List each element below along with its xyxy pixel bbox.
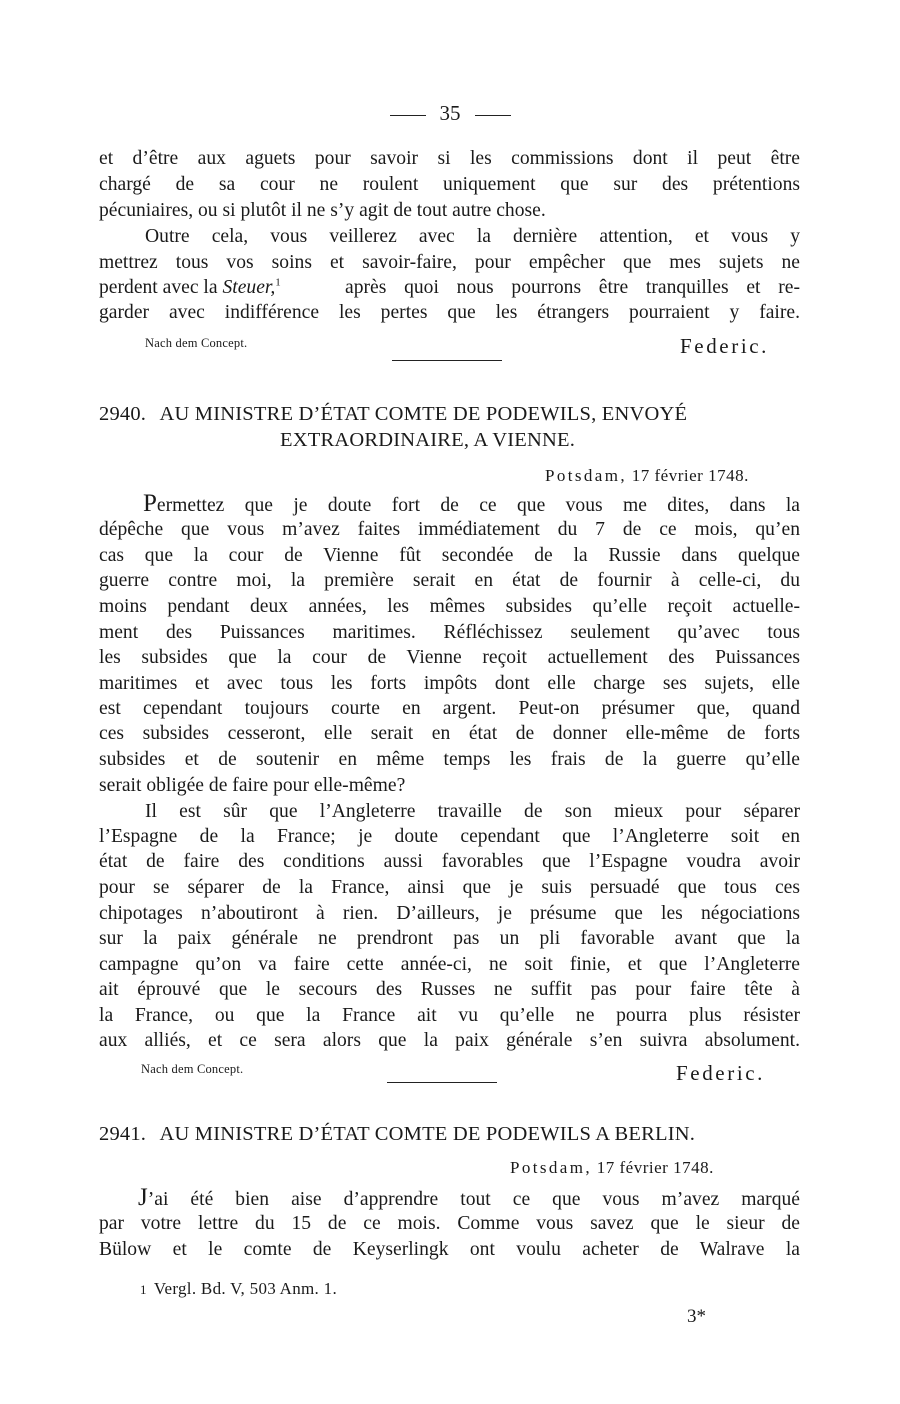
place: Potsdam,: [545, 466, 628, 485]
date: 17 février 1748.: [596, 1158, 714, 1177]
header-rule-right: [475, 115, 511, 116]
drop-cap: J: [138, 1184, 148, 1211]
source-note: Nach dem Concept.: [141, 1062, 244, 1076]
italic-term: Steuer,: [222, 277, 276, 298]
signature: Federic.: [676, 1061, 766, 1085]
source-note: Nach dem Concept.: [145, 336, 248, 350]
text-line: pour se séparer de la France, ainsi que je suis persuadé que tous ces: [99, 877, 800, 898]
text-line: garder avec indifférence les pertes que les étrangers pourraient y faire.: [99, 302, 800, 323]
letter-title: AU MINISTRE D’ÉTAT COMTE DE PODEWILS A BERLIN.: [159, 1123, 696, 1145]
page-header: [0, 101, 900, 126]
text-line: pécuniaires, ou si plutôt il ne s’y agit de tout autre chose.: [99, 200, 546, 221]
letter-title-continued: EXTRAORDINAIRE, A VIENNE.: [280, 429, 576, 451]
text-line: maritimes et avec tous les forts impôts dont elle charge ses sujets, elle: [99, 673, 800, 694]
text-line: Il est sûr que l’Angleterre travaille de son mieux pour séparer: [145, 801, 800, 822]
header-rule-left: [390, 115, 426, 116]
dateline: [545, 466, 749, 486]
text-line: Outre cela, vous veillerez avec la dernière attention, et vous y: [145, 226, 800, 247]
text-line: sur la paix générale ne prendront pas un pli favorable avant que la: [99, 928, 800, 949]
page-number: 35: [439, 101, 461, 125]
text-line: guerre contre moi, la première serait en état de fournir à celle-ci, du: [99, 570, 800, 591]
text-line: Bülow et le comte de Keyserlingk ont voulu acheter de Walrave la: [99, 1239, 800, 1260]
signature-mark: 3*: [687, 1306, 706, 1327]
place: Potsdam,: [510, 1158, 593, 1177]
text-line: et d’être aux aguets pour savoir si les commissions dont il peut être: [99, 148, 800, 169]
footnote-text: Vergl. Bd. V, 503 Anm. 1.: [153, 1279, 338, 1298]
date: 17 février 1748.: [631, 466, 749, 485]
letter-title: AU MINISTRE D’ÉTAT COMTE DE PODEWILS, ENVOYÉ: [159, 403, 688, 425]
text-line: dépêche que vous m’avez faites immédiatement du 7 de ce mois, qu’en: [99, 519, 800, 540]
drop-cap: P: [143, 490, 157, 517]
text-line: campagne qu’on va faire cette année-ci, ne soit finie, et que l’Angleterre: [99, 954, 800, 975]
text-line: les subsides que la cour de Vienne reçoit actuellement des Puissances: [99, 647, 800, 668]
text-line: mettrez tous vos soins et savoir-faire, pour empêcher que mes sujets ne: [99, 252, 800, 273]
text-line-with-footnote: [99, 275, 800, 301]
letter-heading: [99, 1123, 695, 1146]
footnote-mark: 1: [140, 1282, 147, 1297]
text-line: est cependant toujours courte en argent. Peut-on présumer que, quand: [99, 698, 800, 719]
text-line: état de faire des conditions aussi favorables que l’Espagne voudra avoir: [99, 851, 800, 872]
footnote-mark: 1: [275, 276, 281, 289]
text-line: ait éprouvé que le secours des Russes ne suffit pas pour faire tête à: [99, 979, 800, 1000]
footnote: [140, 1279, 337, 1299]
signature: Federic.: [680, 334, 770, 358]
text-line: l’Espagne de la France; je doute cependant que l’Angleterre soit en: [99, 826, 800, 847]
text-line: subsides et de soutenir en même temps les frais de la guerre qu’elle: [99, 749, 800, 770]
text-line: chipotages n’aboutiront à rien. D’ailleurs, je présume que les négociations: [99, 903, 800, 924]
text-segment: perdent avec la Steuer,$^1$: [99, 276, 281, 298]
section-separator: [392, 360, 502, 361]
text-line: moins pendant deux années, les mêmes subsides qu’elle reçoit actuelle-: [99, 596, 800, 617]
text-line-dropcap: J’ai été bien aise d’apprendre tout ce que vous m’avez marqué: [138, 1184, 800, 1211]
text-line: ment des Puissances maritimes. Réfléchissez seulement qu’avec tous: [99, 622, 800, 643]
section-separator: [387, 1082, 497, 1083]
text-segment: après quoi nous pourrons être tranquilles et re-: [345, 277, 800, 298]
text-line-dropcap: Permettez que je doute fort de ce que vous me dites, dans la: [143, 490, 800, 517]
letter-number: 2940.: [99, 403, 147, 425]
letter-heading: [99, 403, 687, 426]
text-line: aux alliés, et ce sera alors que la paix générale s’en suivra absolument.: [99, 1030, 800, 1051]
text-line: serait obligée de faire pour elle-même?: [99, 775, 406, 796]
dateline: [510, 1158, 714, 1178]
text-line: la France, ou que la France ait vu qu’elle ne pourra plus résister: [99, 1005, 800, 1026]
text-line: chargé de sa cour ne roulent uniquement que sur des prétentions: [99, 174, 800, 195]
text-line: ces subsides cesseront, elle serait en état de donner elle-même de forts: [99, 723, 800, 744]
text-line: par votre lettre du 15 de ce mois. Comme vous savez que le sieur de: [99, 1213, 800, 1234]
text-line: cas que la cour de Vienne fût secondée de la Russie dans quelque: [99, 545, 800, 566]
letter-number: 2941.: [99, 1123, 147, 1145]
